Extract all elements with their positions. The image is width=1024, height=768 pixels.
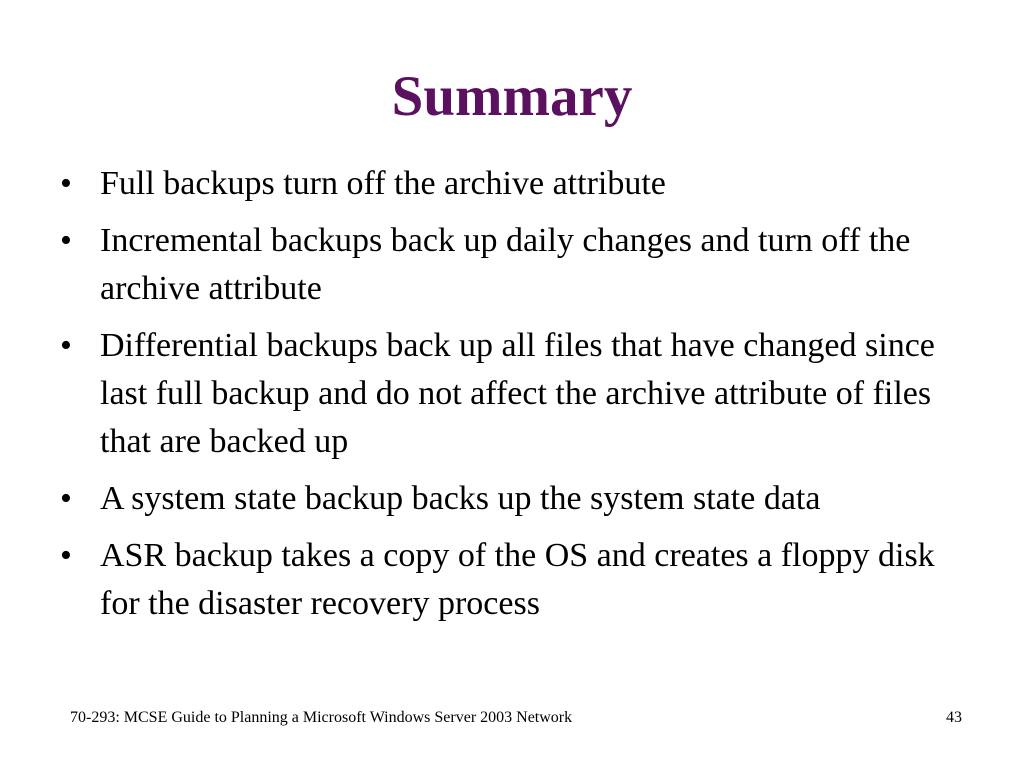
bullet-item-asr-backup <box>60 532 960 628</box>
slide-number: 43 <box>946 709 962 726</box>
slide-title: Summary <box>391 65 633 128</box>
bullet-point-icon: • <box>60 165 72 202</box>
bullet-point-icon: • <box>60 327 72 364</box>
bullet-item-full-backups <box>60 160 960 208</box>
bullet-item-differential-backups <box>60 322 960 466</box>
bullet-point-icon: • <box>60 537 72 574</box>
bullet-text: Incremental backups back up daily changes and turn off the archive attribute <box>100 222 911 307</box>
bullet-item-incremental-backups <box>60 217 960 313</box>
bullet-point-icon: • <box>60 480 72 517</box>
bullet-item-system-state-backup <box>60 475 960 523</box>
bullet-text: Full backups turn off the archive attribute <box>100 165 666 202</box>
bullet-text: Differential backups back up all files that have changed since last full backup and do not affect the archive attribute of files that are backed up <box>100 327 935 460</box>
bullet-text: ASR backup takes a copy of the OS and creates a floppy disk for the disaster recovery process <box>100 537 935 622</box>
bullet-list <box>60 160 960 637</box>
bullet-text: A system state backup backs up the system state data <box>100 480 821 517</box>
bullet-point-icon: • <box>60 222 72 259</box>
footer-course-title: 70-293: MCSE Guide to Planning a Microsoft Windows Server 2003 Network <box>70 709 573 726</box>
